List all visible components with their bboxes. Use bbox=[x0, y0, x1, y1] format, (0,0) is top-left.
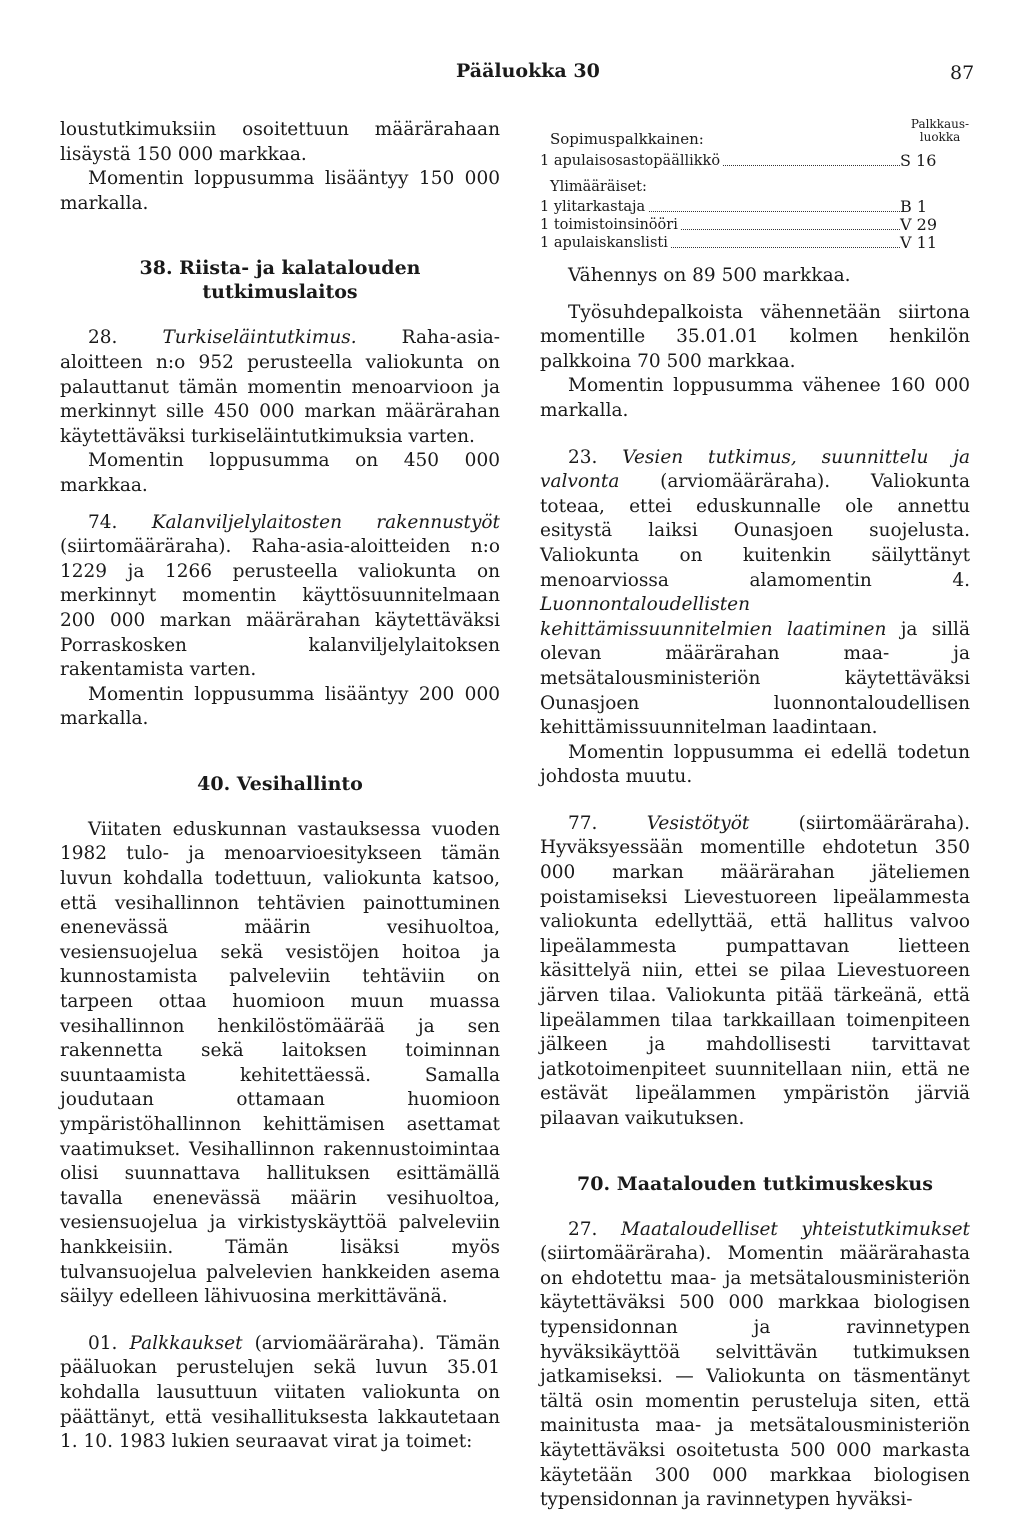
page-number: 87 bbox=[950, 62, 975, 84]
section-heading-38 bbox=[60, 256, 500, 304]
table-row bbox=[540, 234, 970, 252]
paragraph-40: Viitaten eduskunnan vastauksessa vuoden 1982 tulo- ja menoarvioesitykseen tämän luvun kohdalla todettuun, valiokunta katsoo, että vesihallinnon tehtävien painottuminen enenevässä määrin vesihuoltoa, vesiensuojelua sekä vesistöjen hoitoa ja kunnostamista palveleviin tehtäviin on tarpeen ottaa huomioon muun muassa vesihallinnon henkilöstömäärää ja sen rakennetta sekä laitoksen toiminnan suuntaamista kehitettäessä. Samalla joudutaan ottamaan huomioon ympäristöhallinnon kehittämisen asettamat vaatimukset. Vesihallinnon rakennustoimintaa olisi suunnattava hallituksen esittämällä tavalla enenevässä määrin vesihuoltoa, vesiensuojelua ja virkistyskäyttöä palveleviin hankkeisiin. Tämän lisäksi myös tulvansuojelua palvelevien hankkeiden asema säilyy edelleen lähivuosina merkittävänä. bbox=[60, 818, 500, 1308]
moment-01-label: 01. bbox=[88, 1332, 118, 1354]
moment-74-sum: Momentin loppusumma lisääntyy 200 000 markalla. bbox=[60, 683, 500, 730]
moment-28-label: 28. bbox=[88, 327, 118, 349]
moment-74-type: (siirtomääräraha). bbox=[60, 536, 232, 558]
post-grade: V 29 bbox=[900, 216, 937, 234]
moment-77 bbox=[540, 812, 970, 1132]
reduction-paragraph: Vähennys on 89 500 markkaa. bbox=[568, 265, 851, 286]
moment-23-text2: ja sillä olevan määrärahan maa- ja metsätalousministeriön käytettäväksi Ounasjoen luonnontaloudellisen kehittämissuunnitelman laadintaan. bbox=[540, 618, 971, 739]
table-row bbox=[540, 198, 970, 216]
page-header bbox=[0, 60, 1024, 90]
moment-01 bbox=[60, 1332, 500, 1455]
moment-23 bbox=[540, 446, 970, 741]
moment-23-sum: Momentin loppusumma ei edellä todetun johdosta muutu. bbox=[540, 741, 970, 788]
post-title: 1 apulaisosastopäällikkö bbox=[540, 152, 723, 170]
moment-01-title: Palkkaukset bbox=[129, 1332, 243, 1354]
moment-23-title: Vesien tutkimus, suunnittelu ja valvonta bbox=[540, 446, 970, 493]
moment-23-text1: (arviomääräraha). Valiokunta toteaa, ettei eduskunnalle ole annettu esitystä laiksi Ounasjoen suojelusta. Valiokunta on kuitenkin säilyttänyt menoarviossa alamomentin 4. bbox=[540, 471, 970, 591]
moment-01-type: (arviomääräraha). bbox=[254, 1332, 425, 1354]
table-row bbox=[540, 216, 970, 234]
contract-staff-label: Sopimuspalkkainen: bbox=[550, 130, 704, 148]
moment-74-title: Kalanviljelylaitosten rakennustyöt bbox=[151, 511, 500, 533]
moment-28-text: Raha-asia-aloitteen n:o 952 perusteella valiokunta on palauttanut tämän momentin menoarvioon ja merkinnyt sille 450 000 markan määrärahan käytettäväksi turkiseläintutkimuksia varten. bbox=[60, 327, 500, 447]
abolished-posts-table bbox=[540, 118, 970, 252]
transfer-paragraph: Työsuhdepalkoista vähennetään siirtona momentille 35.01.01 kolmen henkilön palkkoina 70 500 markkaa. bbox=[540, 301, 970, 372]
moment-77-text: (siirtomääräraha). Hyväksyessään momentille ehdotetun 350 000 markan määrärahan jäteliemen poistamiseksi Lievestuoreen lipeälammesta valiokunta edellyttää, että hallitus valvoo lipeälammesta pumpattavan lietteen käsittelyä niin, ettei se pilaa Lievestuoreen järven tilaa. Valiokunta pitää tärkeänä, että lipeälammen tilaa tarkkaillaan toimenpiteen jälkeen ja mahdollisesti tarvittavat jatkotoimenpiteet suunnitellaan niin, että ne estävät lipeälammen ympäristön järviä pilaavan vaikutuksen. bbox=[540, 812, 970, 1129]
table-header bbox=[540, 118, 970, 152]
section-heading-38-line2: tutkimuslaitos bbox=[202, 281, 358, 304]
moment-23-subtitle: Luonnontaloudellisten kehittämissuunnitelmien laatiminen bbox=[540, 594, 887, 640]
salary-class-header: Palkkaus- luokka bbox=[910, 117, 970, 144]
moment-28 bbox=[60, 326, 500, 449]
moment-77-label: 77. bbox=[568, 812, 598, 834]
table-row bbox=[540, 152, 970, 170]
running-title: Pääluokka 30 bbox=[456, 60, 600, 82]
post-grade: B 1 bbox=[900, 198, 928, 216]
moment-77-title: Vesistötyöt bbox=[646, 812, 750, 834]
moment-27-label: 27. bbox=[568, 1218, 598, 1240]
moment-74 bbox=[60, 511, 500, 683]
paragraph-sum: Momentin loppusumma lisääntyy 150 000 markalla. bbox=[60, 168, 500, 214]
moment-01-text: Tämän pääluokan perustelujen sekä luvun 35.01 kohdalla lausuttuun viitaten valiokunta on päättänyt, että vesihallituksesta lakkautetaan 1. 10. 1983 lukien seuraavat virat ja toimet: bbox=[60, 1332, 500, 1453]
moment-74-label: 74. bbox=[88, 511, 118, 533]
section-heading-38-line1: 38. Riista- ja kalatalouden bbox=[139, 257, 421, 280]
post-title: 1 ylitarkastaja bbox=[540, 198, 648, 216]
post-title: 1 toimistoinsinööri bbox=[540, 216, 681, 234]
left-column bbox=[60, 118, 500, 1455]
moment-27-text: (siirtomääräraha). Momentin määrärahasta on ehdotettu maa- ja metsätalousministeriön käytettäväksi 500 000 markkaa biologisen typensidonnan ja ravinnetypen hyväksikäyttöä selvittävän tutkimuksen jatkamiseksi. — Valiokunta on täsmentänyt tältä osin momentin perusteluja siten, että mainitusta maa- ja metsätalousministeriön käytettäväksi osoitetusta 500 000 markasta käytetään 300 000 markkaa biologisen typensidonnan ja ravinnetypen hyväksi- bbox=[540, 1243, 970, 1511]
moment-27-title: Maataloudelliset yhteistutkimukset bbox=[620, 1218, 970, 1240]
moment-74-text: Raha-asia-aloitteiden n:o 1229 ja 1266 perusteella valiokunta on merkinnyt momentin käyttösuunnitelmaan 200 000 markan määrärahan käytettäväksi Porraskosken kalanviljelylaitoksen rakentamista varten. bbox=[60, 536, 500, 681]
moment-01-sum: Momentin loppusumma vähenee 160 000 markalla. bbox=[540, 375, 970, 421]
post-title: 1 apulaiskanslisti bbox=[540, 234, 671, 252]
post-grade: V 11 bbox=[900, 234, 937, 252]
moment-28-sum: Momentin loppusumma on 450 000 markkaa. bbox=[60, 450, 500, 496]
section-heading-40: 40. Vesihallinto bbox=[197, 772, 363, 795]
post-grade: S 16 bbox=[900, 152, 937, 170]
moment-23-label: 23. bbox=[568, 446, 598, 468]
section-heading-70: 70. Maatalouden tutkimuskeskus bbox=[577, 1172, 933, 1195]
extraordinary-label: Ylimääräiset: bbox=[550, 179, 647, 195]
moment-27 bbox=[540, 1218, 970, 1513]
right-column bbox=[540, 118, 970, 1513]
moment-28-title: Turkiseläintutkimus. bbox=[162, 327, 357, 349]
paragraph-continuation: loustutkimuksiin osoitettuun määrärahaan lisäystä 150 000 markkaa. bbox=[60, 119, 500, 165]
